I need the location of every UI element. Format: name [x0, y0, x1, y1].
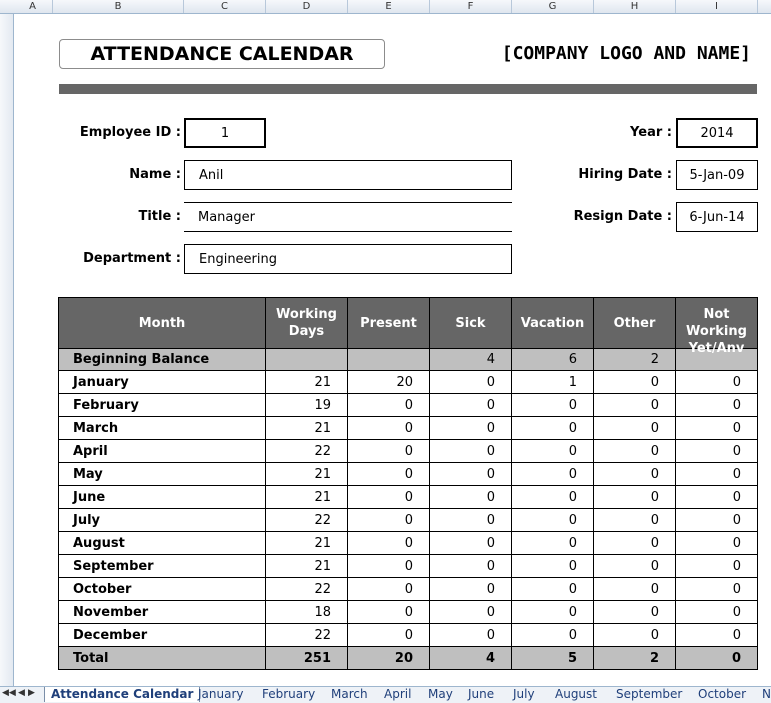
table-row: [59, 578, 758, 601]
hiring-date-field[interactable]: 5-Jan-09: [676, 160, 758, 190]
cell-other[interactable]: 0: [594, 440, 676, 463]
cell-not-working[interactable]: 0: [676, 394, 758, 417]
cell-other[interactable]: 0: [594, 463, 676, 486]
company-logo-name: [COMPANY LOGO AND NAME]: [501, 43, 751, 64]
cell-sick[interactable]: 0: [430, 509, 512, 532]
cell-other[interactable]: 0: [594, 578, 676, 601]
cell-vacation[interactable]: 0: [512, 509, 594, 532]
total-row: [59, 647, 758, 670]
month-label[interactable]: January: [59, 371, 266, 394]
cell-other[interactable]: 0: [594, 532, 676, 555]
cell-not-working[interactable]: 0: [676, 417, 758, 440]
column-header-f[interactable]: F: [430, 0, 512, 13]
header-month[interactable]: Month: [59, 298, 266, 349]
beginning-balance-label[interactable]: Beginning Balance: [59, 349, 266, 371]
cell-sick[interactable]: 0: [430, 578, 512, 601]
cell-working[interactable]: 22: [266, 440, 348, 463]
month-label[interactable]: May: [59, 463, 266, 486]
cell-vacation[interactable]: 0: [512, 417, 594, 440]
cell-vacation[interactable]: 0: [512, 463, 594, 486]
cell-vacation[interactable]: 6: [512, 349, 594, 371]
total-cell-vacation[interactable]: 5: [512, 647, 594, 670]
month-label[interactable]: September: [59, 555, 266, 578]
first-sheet-icon[interactable]: ◀◀: [2, 688, 16, 698]
cell-not-working[interactable]: 0: [676, 601, 758, 624]
cell-sick[interactable]: 0: [430, 601, 512, 624]
cell-working[interactable]: 21: [266, 555, 348, 578]
total-cell-working[interactable]: 251: [266, 647, 348, 670]
cell-present[interactable]: 0: [348, 601, 430, 624]
sheet-tab-february[interactable]: February: [262, 687, 316, 701]
month-label[interactable]: April: [59, 440, 266, 463]
sheet-tab-n[interactable]: N: [762, 687, 771, 701]
month-label[interactable]: November: [59, 601, 266, 624]
sheet-tab-attendance-calendar[interactable]: Attendance Calendar: [44, 687, 200, 702]
sheet-tab-march[interactable]: March: [331, 687, 368, 701]
total-cell-present[interactable]: 20: [348, 647, 430, 670]
month-label[interactable]: July: [59, 509, 266, 532]
table-row: [59, 509, 758, 532]
column-header-a[interactable]: A: [13, 0, 53, 13]
cell-other[interactable]: 0: [594, 509, 676, 532]
table-row: [59, 624, 758, 647]
cell-not-working[interactable]: 0: [676, 440, 758, 463]
total-cell-other[interactable]: 2: [594, 647, 676, 670]
cell-working[interactable]: [266, 349, 348, 371]
sheet-tab-october[interactable]: October: [698, 687, 747, 701]
table-row: [59, 463, 758, 486]
table-row: [59, 417, 758, 440]
cell-sick[interactable]: 0: [430, 486, 512, 509]
cell-working[interactable]: 22: [266, 509, 348, 532]
cell-present[interactable]: 0: [348, 532, 430, 555]
cell-not-working[interactable]: 0: [676, 463, 758, 486]
cell-present[interactable]: [348, 349, 430, 371]
cell-vacation[interactable]: 0: [512, 486, 594, 509]
cell-sick[interactable]: 4: [430, 349, 512, 371]
cell-present[interactable]: 20: [348, 371, 430, 394]
title-label: Title :: [138, 209, 181, 224]
hiring-date-label: Hiring Date :: [578, 167, 672, 182]
beginning-balance-row: [59, 349, 758, 371]
cell-working[interactable]: 18: [266, 601, 348, 624]
header-present[interactable]: Present: [348, 298, 430, 349]
column-header-b[interactable]: B: [53, 0, 184, 13]
resign-date-field[interactable]: 6-Jun-14: [676, 202, 758, 232]
cell-present[interactable]: 0: [348, 394, 430, 417]
header-sick[interactable]: Sick: [430, 298, 512, 349]
cell-sick[interactable]: 0: [430, 532, 512, 555]
table-header-row: [59, 298, 758, 349]
cell-working[interactable]: 22: [266, 624, 348, 647]
column-header-bar: [0, 0, 771, 14]
attendance-table: [58, 297, 758, 670]
month-label[interactable]: October: [59, 578, 266, 601]
cell-present[interactable]: 0: [348, 417, 430, 440]
column-header-e[interactable]: E: [348, 0, 430, 13]
sheet-tab-august[interactable]: August: [555, 687, 597, 701]
cell-vacation[interactable]: 0: [512, 555, 594, 578]
cell-working[interactable]: 19: [266, 394, 348, 417]
table-row: [59, 371, 758, 394]
header-vacation[interactable]: Vacation: [512, 298, 594, 349]
month-label[interactable]: March: [59, 417, 266, 440]
cell-not-working[interactable]: 0: [676, 532, 758, 555]
total-label[interactable]: Total: [59, 647, 266, 670]
cell-other[interactable]: 0: [594, 555, 676, 578]
cell-working[interactable]: 21: [266, 417, 348, 440]
header-not-working[interactable]: [676, 298, 758, 356]
month-label[interactable]: February: [59, 394, 266, 417]
cell-present[interactable]: 0: [348, 555, 430, 578]
cell-not-working[interactable]: 0: [676, 486, 758, 509]
cell-present[interactable]: 0: [348, 486, 430, 509]
cell-vacation[interactable]: 0: [512, 394, 594, 417]
resign-date-label: Resign Date :: [573, 209, 672, 224]
column-header-h[interactable]: H: [594, 0, 676, 13]
cell-sick[interactable]: 0: [430, 463, 512, 486]
cell-working[interactable]: 21: [266, 486, 348, 509]
cell-working[interactable]: 21: [266, 463, 348, 486]
cell-present[interactable]: 0: [348, 578, 430, 601]
cell-other[interactable]: 0: [594, 486, 676, 509]
year-field[interactable]: 2014: [676, 118, 758, 148]
cell-vacation[interactable]: 0: [512, 532, 594, 555]
cell-present[interactable]: 0: [348, 624, 430, 647]
year-label: Year :: [630, 125, 672, 140]
title-divider: [59, 84, 757, 94]
cell-sick[interactable]: 0: [430, 394, 512, 417]
row-header-bar: [0, 14, 14, 686]
sheet-tab-january[interactable]: January: [198, 687, 244, 701]
sheet-tab-september[interactable]: September: [616, 687, 683, 701]
cell-sick[interactable]: 0: [430, 371, 512, 394]
table-row: [59, 486, 758, 509]
table-row: [59, 601, 758, 624]
cell-vacation[interactable]: 1: [512, 371, 594, 394]
cell-vacation[interactable]: 0: [512, 440, 594, 463]
employee-id-label: Employee ID :: [79, 125, 181, 140]
next-sheet-icon[interactable]: ▶: [28, 688, 35, 698]
column-header-g[interactable]: G: [512, 0, 594, 13]
department-field[interactable]: Engineering: [184, 244, 512, 274]
cell-present[interactable]: 0: [348, 440, 430, 463]
table-row: [59, 532, 758, 555]
header-other[interactable]: Other: [594, 298, 676, 349]
cell-present[interactable]: 0: [348, 509, 430, 532]
cell-other[interactable]: 0: [594, 624, 676, 647]
cell-not-working[interactable]: 0: [676, 578, 758, 601]
month-label[interactable]: June: [59, 486, 266, 509]
cell-other[interactable]: 2: [594, 349, 676, 371]
month-label[interactable]: December: [59, 624, 266, 647]
sheet-tab-july[interactable]: July: [513, 687, 535, 701]
cell-working[interactable]: 21: [266, 532, 348, 555]
cell-working[interactable]: 21: [266, 371, 348, 394]
column-header-i[interactable]: I: [676, 0, 758, 13]
table-row: [59, 394, 758, 417]
cell-other[interactable]: 0: [594, 394, 676, 417]
title-field[interactable]: Manager: [184, 202, 512, 232]
department-label: Department :: [83, 251, 181, 266]
cell-other[interactable]: 0: [594, 371, 676, 394]
total-cell-not-working[interactable]: 0: [676, 647, 758, 670]
cell-sick[interactable]: 0: [430, 624, 512, 647]
employee-id-field[interactable]: 1: [184, 118, 266, 148]
page-title: ATTENDANCE CALENDAR: [59, 39, 385, 69]
sheet-tab-april[interactable]: April: [384, 687, 412, 701]
cell-not-working[interactable]: 0: [676, 371, 758, 394]
month-label[interactable]: August: [59, 532, 266, 555]
column-header-c[interactable]: C: [184, 0, 266, 13]
name-label: Name :: [129, 167, 181, 182]
header-not-working-label: Not Working Yet/Anv: [686, 307, 747, 356]
cell-not-working[interactable]: 0: [676, 509, 758, 532]
cell-vacation[interactable]: 0: [512, 578, 594, 601]
cell-vacation[interactable]: 0: [512, 624, 594, 647]
cell-present[interactable]: 0: [348, 463, 430, 486]
sheet-tab-bar: [0, 686, 771, 703]
sheet-tab-may[interactable]: May: [428, 687, 453, 701]
cell-sick[interactable]: 0: [430, 440, 512, 463]
cell-other[interactable]: 0: [594, 417, 676, 440]
header-working-days[interactable]: Working Days: [266, 298, 348, 349]
sheet-tab-june[interactable]: June: [468, 687, 495, 701]
table-row: [59, 440, 758, 463]
prev-sheet-icon[interactable]: ◀: [18, 688, 25, 698]
name-field[interactable]: Anil: [184, 160, 512, 190]
cell-sick[interactable]: 0: [430, 555, 512, 578]
cell-not-working[interactable]: 0: [676, 624, 758, 647]
cell-working[interactable]: 22: [266, 578, 348, 601]
cell-vacation[interactable]: 0: [512, 601, 594, 624]
cell-not-working[interactable]: 0: [676, 555, 758, 578]
total-cell-sick[interactable]: 4: [430, 647, 512, 670]
cell-other[interactable]: 0: [594, 601, 676, 624]
table-row: [59, 555, 758, 578]
column-header-d[interactable]: D: [266, 0, 348, 13]
cell-sick[interactable]: 0: [430, 417, 512, 440]
